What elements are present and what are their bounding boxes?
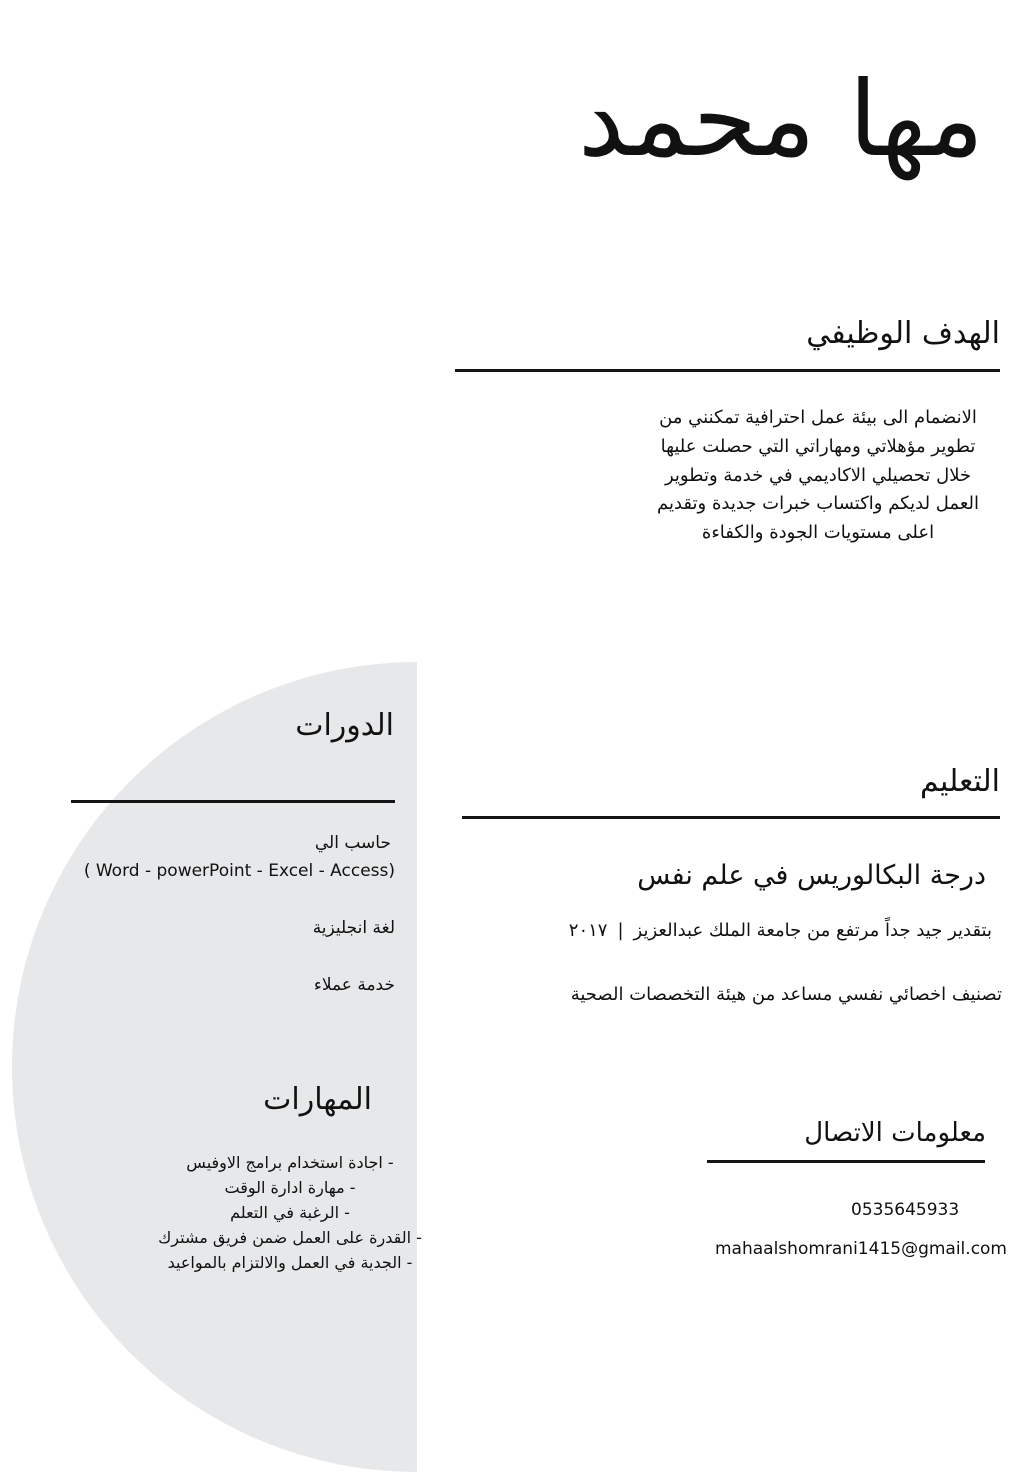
course-item: ( Word - powerPoint - Excel - Access): [83, 861, 395, 881]
skill-item: - الرغبة في التعلم: [230, 1203, 350, 1222]
objective-line: خلال تحصيلي الاكاديمي في خدمة وتطوير: [664, 464, 972, 486]
skills-list: [150, 1150, 430, 1275]
course-item: حاسب الي: [314, 833, 391, 853]
objective-line: تطوير مؤهلاتي ومهاراتي التي حصلت عليها: [660, 435, 976, 457]
education-detail: بتقدير جيد جداً مرتفع من جامعة الملك عبدالعزيز: [633, 920, 992, 941]
education-separator: |: [617, 920, 624, 941]
skill-item: - الجدية في العمل والالتزام بالمواعيد: [167, 1253, 413, 1272]
contact-divider: [707, 1160, 985, 1163]
objective-title: الهدف الوظيفي: [806, 316, 1000, 351]
contact-phone[interactable]: 0535645933: [851, 1200, 960, 1220]
course-item: لغة انجليزية: [312, 918, 395, 938]
courses-title: الدورات: [295, 708, 394, 743]
education-detail-row: [569, 920, 992, 941]
education-degree: درجة البكالوريس في علم نفس: [637, 860, 986, 891]
objective-line: اعلى مستويات الجودة والكفاءة: [701, 522, 935, 544]
skill-item: - مهارة ادارة الوقت: [224, 1178, 356, 1197]
courses-divider: [71, 800, 395, 803]
education-divider: [462, 816, 1000, 819]
skills-title: المهارات: [263, 1082, 372, 1117]
course-item: خدمة عملاء: [313, 975, 395, 995]
skill-item: - اجادة استخدام برامج الاوفيس: [186, 1153, 394, 1172]
page-title: مها محمد: [578, 58, 984, 180]
skill-item: - القدرة على العمل ضمن فريق مشترك: [158, 1228, 422, 1247]
objective-line: الانضمام الى بيئة عمل احترافية تمكنني من: [659, 407, 977, 428]
objective-line: العمل لديكم واكتساب خبرات جديدة وتقديم: [656, 493, 979, 515]
education-classification: تصنيف اخصائي نفسي مساعد من هيئة التخصصات الصحية: [570, 984, 1002, 1005]
objective-text: [628, 404, 1008, 548]
objective-divider: [455, 369, 1000, 372]
education-year: ٢٠١٧: [568, 920, 608, 941]
background-half-circle: [12, 662, 822, 1472]
contact-title: معلومات الاتصال: [804, 1118, 986, 1148]
education-title: التعليم: [920, 764, 1000, 799]
contact-email[interactable]: mahaalshomrani1415@gmail.com: [715, 1239, 1007, 1259]
